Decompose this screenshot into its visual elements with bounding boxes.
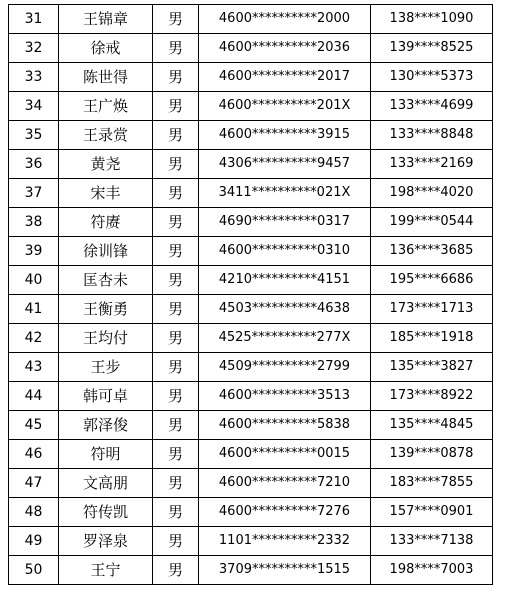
phone-cell: 136****3685	[371, 237, 493, 266]
row-number-cell: 31	[9, 5, 59, 34]
phone-cell: 198****7003	[371, 556, 493, 585]
row-number-cell: 50	[9, 556, 59, 585]
table-row	[9, 556, 493, 585]
table-row	[9, 411, 493, 440]
phone-cell: 135****4845	[371, 411, 493, 440]
row-number-cell: 35	[9, 121, 59, 150]
phone-cell: 138****1090	[371, 5, 493, 34]
gender-cell: 男	[153, 121, 199, 150]
name-cell: 徐训锋	[59, 237, 153, 266]
row-number-cell: 32	[9, 34, 59, 63]
phone-cell: 173****1713	[371, 295, 493, 324]
gender-cell: 男	[153, 440, 199, 469]
name-cell: 韩可卓	[59, 382, 153, 411]
id-number-cell: 4600**********7276	[199, 498, 371, 527]
name-cell: 文高朋	[59, 469, 153, 498]
name-cell: 王录赏	[59, 121, 153, 150]
row-number-cell: 41	[9, 295, 59, 324]
row-number-cell: 34	[9, 92, 59, 121]
id-number-cell: 4306**********9457	[199, 150, 371, 179]
phone-cell: 133****2169	[371, 150, 493, 179]
row-number-cell: 47	[9, 469, 59, 498]
phone-cell: 183****7855	[371, 469, 493, 498]
table-row	[9, 5, 493, 34]
table-row	[9, 63, 493, 92]
phone-cell: 173****8922	[371, 382, 493, 411]
phone-cell: 135****3827	[371, 353, 493, 382]
id-number-cell: 4600**********2017	[199, 63, 371, 92]
table-row	[9, 237, 493, 266]
gender-cell: 男	[153, 179, 199, 208]
gender-cell: 男	[153, 5, 199, 34]
table-row	[9, 150, 493, 179]
phone-cell: 130****5373	[371, 63, 493, 92]
table-row	[9, 498, 493, 527]
gender-cell: 男	[153, 382, 199, 411]
id-number-cell: 4600**********0015	[199, 440, 371, 469]
id-number-cell: 4600**********3915	[199, 121, 371, 150]
gender-cell: 男	[153, 208, 199, 237]
phone-cell: 133****8848	[371, 121, 493, 150]
id-number-cell: 4210**********4151	[199, 266, 371, 295]
phone-cell: 133****4699	[371, 92, 493, 121]
phone-cell: 157****0901	[371, 498, 493, 527]
name-cell: 符明	[59, 440, 153, 469]
roster-table-body	[9, 5, 493, 585]
gender-cell: 男	[153, 324, 199, 353]
gender-cell: 男	[153, 353, 199, 382]
table-row	[9, 266, 493, 295]
gender-cell: 男	[153, 34, 199, 63]
id-number-cell: 3709**********1515	[199, 556, 371, 585]
phone-cell: 185****1918	[371, 324, 493, 353]
roster-table	[8, 4, 493, 585]
row-number-cell: 46	[9, 440, 59, 469]
id-number-cell: 4600**********0310	[199, 237, 371, 266]
table-row	[9, 527, 493, 556]
id-number-cell: 4690**********0317	[199, 208, 371, 237]
gender-cell: 男	[153, 469, 199, 498]
row-number-cell: 44	[9, 382, 59, 411]
gender-cell: 男	[153, 63, 199, 92]
gender-cell: 男	[153, 266, 199, 295]
table-row	[9, 353, 493, 382]
row-number-cell: 45	[9, 411, 59, 440]
phone-cell: 199****0544	[371, 208, 493, 237]
name-cell: 郭泽俊	[59, 411, 153, 440]
row-number-cell: 38	[9, 208, 59, 237]
table-row	[9, 121, 493, 150]
phone-cell: 195****6686	[371, 266, 493, 295]
row-number-cell: 48	[9, 498, 59, 527]
id-number-cell: 1101**********2332	[199, 527, 371, 556]
gender-cell: 男	[153, 527, 199, 556]
table-row	[9, 382, 493, 411]
row-number-cell: 42	[9, 324, 59, 353]
id-number-cell: 4525**********277X	[199, 324, 371, 353]
name-cell: 徐戒	[59, 34, 153, 63]
row-number-cell: 49	[9, 527, 59, 556]
name-cell: 王锦章	[59, 5, 153, 34]
name-cell: 罗泽泉	[59, 527, 153, 556]
id-number-cell: 4600**********2036	[199, 34, 371, 63]
id-number-cell: 4600**********7210	[199, 469, 371, 498]
row-number-cell: 39	[9, 237, 59, 266]
row-number-cell: 37	[9, 179, 59, 208]
id-number-cell: 4600**********201X	[199, 92, 371, 121]
name-cell: 黄尧	[59, 150, 153, 179]
row-number-cell: 36	[9, 150, 59, 179]
table-row	[9, 34, 493, 63]
table-row	[9, 469, 493, 498]
gender-cell: 男	[153, 295, 199, 324]
gender-cell: 男	[153, 498, 199, 527]
table-row	[9, 92, 493, 121]
phone-cell: 139****8525	[371, 34, 493, 63]
id-number-cell: 3411**********021X	[199, 179, 371, 208]
name-cell: 王宁	[59, 556, 153, 585]
gender-cell: 男	[153, 150, 199, 179]
table-row	[9, 295, 493, 324]
gender-cell: 男	[153, 556, 199, 585]
name-cell: 王衡勇	[59, 295, 153, 324]
table-row	[9, 324, 493, 353]
name-cell: 陈世得	[59, 63, 153, 92]
gender-cell: 男	[153, 237, 199, 266]
name-cell: 王均付	[59, 324, 153, 353]
table-row	[9, 208, 493, 237]
phone-cell: 133****7138	[371, 527, 493, 556]
gender-cell: 男	[153, 411, 199, 440]
phone-cell: 139****0878	[371, 440, 493, 469]
name-cell: 王步	[59, 353, 153, 382]
table-row	[9, 179, 493, 208]
name-cell: 符赓	[59, 208, 153, 237]
row-number-cell: 33	[9, 63, 59, 92]
phone-cell: 198****4020	[371, 179, 493, 208]
id-number-cell: 4600**********2000	[199, 5, 371, 34]
id-number-cell: 4503**********4638	[199, 295, 371, 324]
row-number-cell: 43	[9, 353, 59, 382]
name-cell: 符传凯	[59, 498, 153, 527]
name-cell: 宋丰	[59, 179, 153, 208]
id-number-cell: 4600**********3513	[199, 382, 371, 411]
name-cell: 王广焕	[59, 92, 153, 121]
id-number-cell: 4509**********2799	[199, 353, 371, 382]
gender-cell: 男	[153, 92, 199, 121]
id-number-cell: 4600**********5838	[199, 411, 371, 440]
row-number-cell: 40	[9, 266, 59, 295]
name-cell: 匡杏未	[59, 266, 153, 295]
table-row	[9, 440, 493, 469]
